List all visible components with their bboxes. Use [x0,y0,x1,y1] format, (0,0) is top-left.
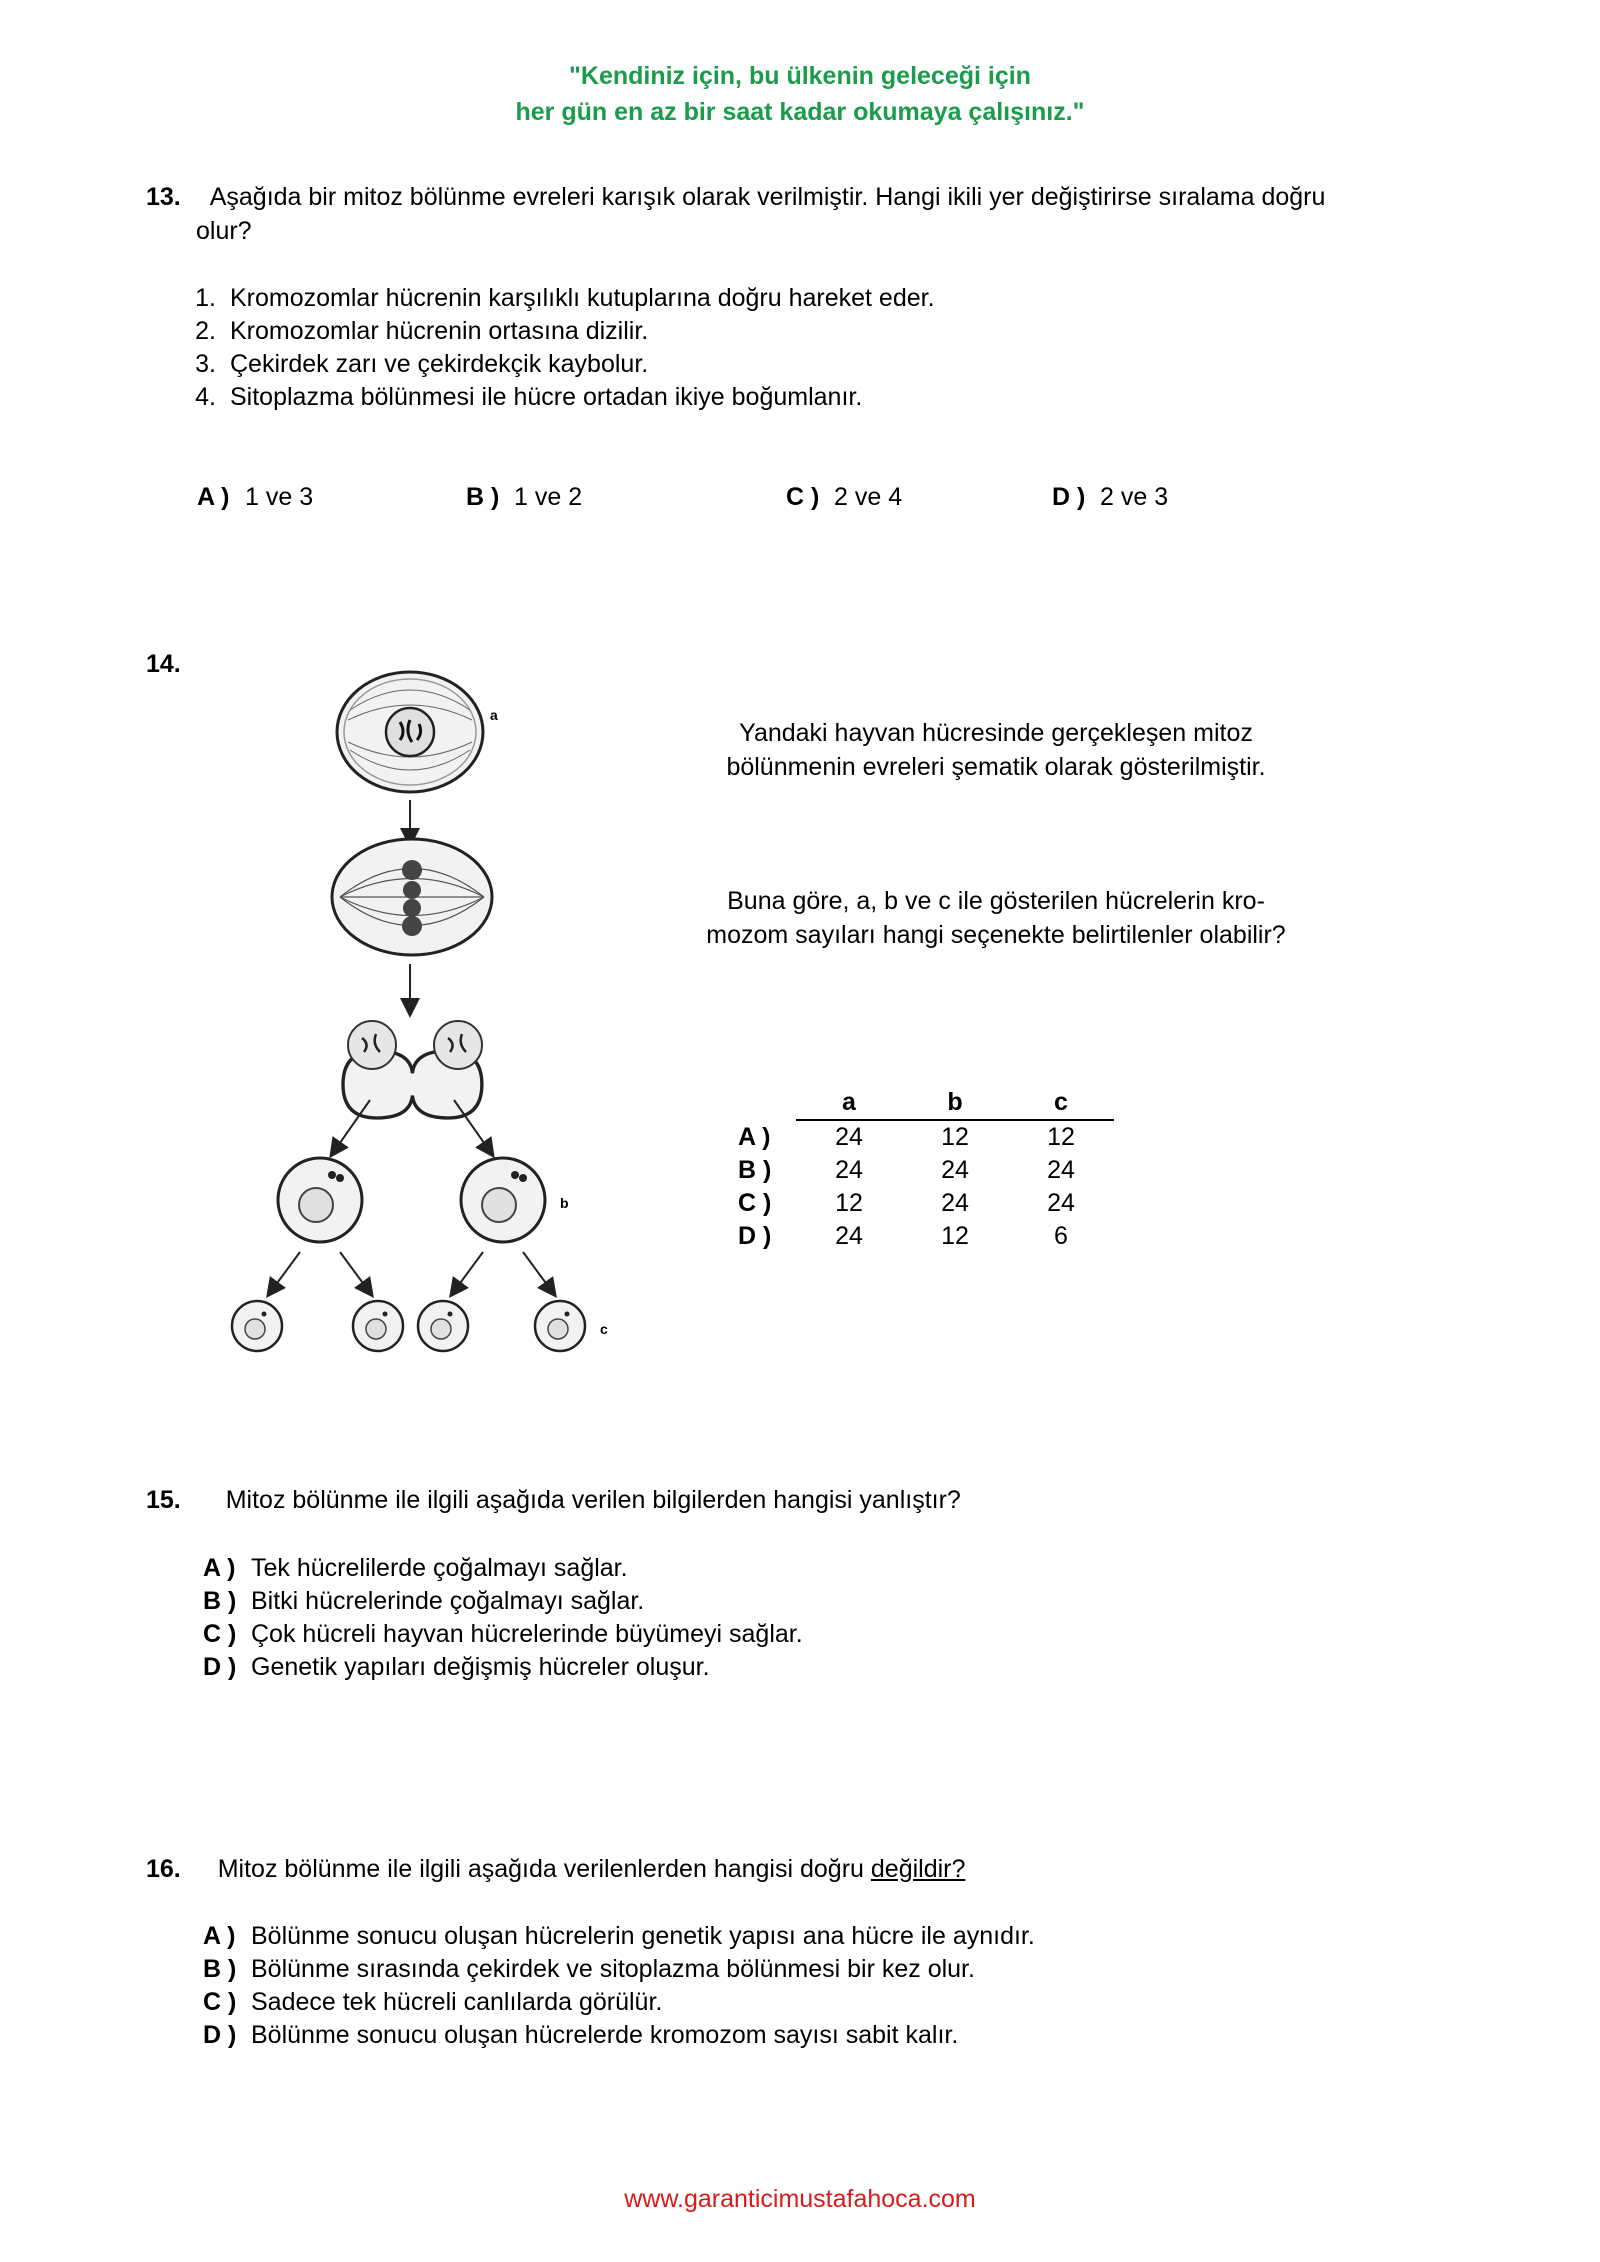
q16-options [203,1920,1035,2052]
cell-label-b: b [560,1195,569,1211]
list-item: 4. Sitoplazma bölünmesi ile hücre ortadan ikiye boğumlanır. [195,383,863,411]
question-number: 15. [146,1486,181,1514]
q14-paragraph-2-line1: Buna göre, a, b ve c ile gösterilen hücrelerin kro- [727,887,1265,915]
option-c[interactable]: C ) 2 ve 4 [786,483,903,511]
q14-paragraph-1-line2: bölünmenin evreleri şematik olarak gösterilmiştir. [726,753,1266,781]
cell-c-3 [418,1301,468,1351]
list-item: 3. Çekirdek zarı ve çekirdekçik kaybolur. [195,350,649,378]
question-number: 13. [146,183,181,211]
question-text-underlined: değildir? [870,1855,966,1883]
arrow-icon [340,1252,368,1290]
q14-paragraph-2-line2: mozom sayıları hangi seçenekte belirtilenler olabilir? [706,921,1286,949]
question-number: 14. [146,650,181,678]
column-header: c [1008,1086,1114,1120]
list-item: 2. Kromozomlar hücrenin ortasına dizilir. [195,317,649,345]
table-row[interactable]: D ) 24 12 6 [738,1222,1068,1250]
arrow-icon [272,1252,300,1290]
table-row[interactable]: B ) 24 24 24 [738,1156,1075,1184]
option-a[interactable]: A ) 1 ve 3 [197,483,314,511]
cell-metaphase [332,839,492,955]
list-item: 1. Kromozomlar hücrenin karşılıklı kutuplarına doğru hareket eder. [195,284,935,312]
question-text-line2: olur? [196,217,252,245]
cell-label-c: c [600,1321,608,1337]
option-b[interactable]: B ) Bitki hücrelerinde çoğalmayı sağlar. [203,1587,645,1615]
arrow-icon [455,1252,483,1290]
question-15 [146,1483,1466,1517]
header-quote-line2: her gün en az bir saat kadar okumaya çalışınız." [515,98,1085,126]
question-16 [146,1852,1466,1886]
option-d[interactable]: D ) Genetik yapıları değişmiş hücreler oluşur. [203,1653,710,1681]
option-a[interactable]: A ) Bölünme sonucu oluşan hücrelerin genetik yapısı ana hücre ile aynıdır. [203,1922,1035,1950]
q14-paragraph-1 [676,716,1316,784]
question-text-line1: Aşağıda bir mitoz bölünme evreleri karışık olarak verilmiştir. Hangi ikili yer değiştirirse sıralama doğru [209,183,1326,211]
answer-table [738,1086,1114,1253]
header-quote-line1: "Kendiniz için, bu ülkenin geleceği için [569,62,1031,90]
cell-c-2 [353,1301,403,1351]
footer-url[interactable]: www.garanticimustafahoca.com [624,2185,976,2213]
cell-b-left [278,1158,362,1242]
option-b[interactable]: B ) Bölünme sırasında çekirdek ve sitoplazma bölünmesi bir kez olur. [203,1955,975,1983]
cell-a [337,672,483,792]
mitosis-diagram [200,650,640,1370]
column-header: a [796,1086,902,1120]
arrow-icon [523,1252,551,1290]
cell-label-a: a [490,707,498,723]
q14-paragraph-1-line1: Yandaki hayvan hücresinde gerçekleşen mitoz [739,719,1253,747]
table-header-row [738,1086,1114,1120]
option-c[interactable]: C ) Çok hücreli hayvan hücrelerinde büyümeyi sağlar. [203,1620,803,1648]
cell-telophase [343,1021,482,1118]
option-d[interactable]: D ) Bölünme sonucu oluşan hücrelerde kromozom sayısı sabit kalır. [203,2021,959,2049]
cell-c-4 [535,1301,585,1351]
question-number: 16. [146,1855,181,1883]
question-text: Mitoz bölünme ile ilgili aşağıda verilenlerden hangisi doğru [217,1855,864,1883]
table-row[interactable]: C ) 12 24 24 [738,1189,1075,1217]
table-row[interactable]: A ) 24 12 12 [738,1122,1075,1151]
cell-b-right [461,1158,545,1242]
cell-c-1 [232,1301,282,1351]
option-a[interactable]: A ) Tek hücrelilerde çoğalmayı sağlar. [203,1554,628,1582]
question-13 [146,180,1466,414]
option-b[interactable]: B ) 1 ve 2 [466,483,583,511]
q14-paragraph-2 [676,884,1316,952]
question-text: Mitoz bölünme ile ilgili aşağıda verilen bilgilerden hangisi yanlıştır? [225,1486,961,1514]
option-c[interactable]: C ) Sadece tek hücreli canlılarda görülür. [203,1988,663,2016]
q15-options [203,1552,803,1684]
statement-list [178,282,1466,414]
column-header: b [902,1086,1008,1120]
option-d[interactable]: D ) 2 ve 3 [1052,483,1169,511]
header-quote [0,58,1600,130]
